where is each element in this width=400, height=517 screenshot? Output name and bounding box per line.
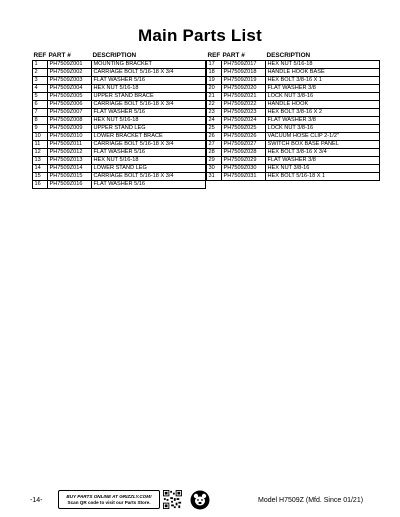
ref-header: REF (33, 52, 47, 59)
description-cell: FLAT WASHER 5/16 (92, 181, 206, 189)
part-number-cell: PH7509Z008 (48, 117, 92, 125)
description-cell: FLAT WASHER 3/8 (266, 157, 380, 165)
table-row (33, 117, 206, 125)
description-cell: HEX NUT 5/16-18 (92, 157, 206, 165)
description-cell: LOWER STAND LEG (92, 165, 206, 173)
description-cell: HEX BOLT 3/8-16 X 3/4 (266, 149, 380, 157)
ref-cell: 27 (207, 141, 222, 149)
table-row (207, 93, 380, 101)
part-number-cell: PH7509Z024 (222, 117, 266, 125)
ref-cell: 19 (207, 77, 222, 85)
table-row (207, 109, 380, 117)
part-number-cell: PH7509Z006 (48, 101, 92, 109)
description-header: DESCRIPTION (266, 52, 311, 59)
part-number-cell: PH7509Z023 (222, 109, 266, 117)
page-footer (0, 488, 400, 510)
table-row (207, 125, 380, 133)
description-cell: HEX NUT 5/16-18 (92, 85, 206, 93)
part-number-cell: PH7509Z029 (222, 157, 266, 165)
ref-cell: 25 (207, 125, 222, 133)
description-cell: CARRIAGE BOLT 5/16-18 X 3/4 (92, 173, 206, 181)
table-row (33, 181, 206, 189)
promo-subline: Scan QR code to visit our Parts Store. (67, 500, 151, 505)
ref-cell: 4 (33, 85, 48, 93)
ref-cell: 9 (33, 125, 48, 133)
description-cell: FLAT WASHER 5/16 (92, 149, 206, 157)
table-row (207, 173, 380, 181)
part-number-cell: PH7509Z007 (48, 109, 92, 117)
description-cell: UPPER STAND LEG (92, 125, 206, 133)
part-number-cell: PH7509Z018 (222, 69, 266, 77)
description-cell: VACUUM HOSE CLIP 2-1/2" (266, 133, 380, 141)
ref-header: REF (207, 52, 221, 59)
ref-cell: 11 (33, 141, 48, 149)
description-cell: UPPER STAND BRACE (92, 93, 206, 101)
part-number-cell: PH7509Z001 (48, 61, 92, 69)
table-row (207, 85, 380, 93)
table-row (33, 173, 206, 181)
table-row (33, 157, 206, 165)
table-row (207, 157, 380, 165)
ref-cell: 22 (207, 101, 222, 109)
description-cell: HANDLE HOOK BASE (266, 69, 380, 77)
table-header-row (207, 52, 380, 61)
part-number-cell: PH7509Z010 (48, 133, 92, 141)
ref-cell: 5 (33, 93, 48, 101)
part-number-header: PART # (222, 52, 245, 59)
table-row (33, 125, 206, 133)
table-header-row (33, 52, 206, 61)
ref-cell: 10 (33, 133, 48, 141)
ref-cell: 7 (33, 109, 48, 117)
part-number-cell: PH7509Z020 (222, 85, 266, 93)
description-cell: HEX NUT 5/16-18 (266, 61, 380, 69)
description-cell: FLAT WASHER 3/8 (266, 117, 380, 125)
page-title: Main Parts List (138, 26, 262, 45)
page-number: -14- (30, 497, 43, 504)
qr-code-icon[interactable] (163, 490, 182, 509)
description-cell: FLAT WASHER 5/16 (92, 77, 206, 85)
table-row (207, 117, 380, 125)
parts-store-promo-box[interactable] (58, 490, 160, 509)
part-number-cell: PH7509Z021 (222, 93, 266, 101)
table-row (207, 133, 380, 141)
description-cell: HEX NUT 3/8-16 (266, 165, 380, 173)
ref-cell: 20 (207, 85, 222, 93)
part-number-cell: PH7509Z014 (48, 165, 92, 173)
ref-cell: 16 (33, 181, 48, 189)
ref-cell: 17 (207, 61, 222, 69)
part-number-cell: PH7509Z017 (222, 61, 266, 69)
part-number-cell: PH7509Z025 (222, 125, 266, 133)
table-row (207, 69, 380, 77)
description-header: DESCRIPTION (92, 52, 137, 59)
part-number-cell: PH7509Z003 (48, 77, 92, 85)
parts-table-right (206, 52, 380, 181)
part-number-header: PART # (48, 52, 71, 59)
description-cell: HEX BOLT 3/8-16 X 2 (266, 109, 380, 117)
ref-cell: 26 (207, 133, 222, 141)
ref-cell: 24 (207, 117, 222, 125)
part-number-cell: PH7509Z027 (222, 141, 266, 149)
ref-cell: 31 (207, 173, 222, 181)
ref-cell: 2 (33, 69, 48, 77)
table-row (33, 69, 206, 77)
model-label: Model H7509Z (Mfd. Since 01/21) (258, 497, 364, 504)
part-number-cell: PH7509Z030 (222, 165, 266, 173)
ref-cell: 15 (33, 173, 48, 181)
table-row (33, 141, 206, 149)
part-number-cell: PH7509Z016 (48, 181, 92, 189)
part-number-cell: PH7509Z002 (48, 69, 92, 77)
table-row (207, 101, 380, 109)
ref-cell: 3 (33, 77, 48, 85)
ref-cell: 14 (33, 165, 48, 173)
part-number-cell: PH7509Z028 (222, 149, 266, 157)
part-number-cell: PH7509Z011 (48, 141, 92, 149)
parts-table-left (32, 52, 206, 189)
table-row (207, 77, 380, 85)
description-cell: HEX BOLT 3/8-16 X 1 (266, 77, 380, 85)
ref-cell: 13 (33, 157, 48, 165)
promo-headline: BUY PARTS ONLINE AT GRIZZLY.COM! (66, 494, 152, 499)
part-number-cell: PH7509Z013 (48, 157, 92, 165)
ref-cell: 18 (207, 69, 222, 77)
description-cell: CARRIAGE BOLT 5/16-18 X 3/4 (92, 101, 206, 109)
part-number-cell: PH7509Z009 (48, 125, 92, 133)
description-cell: FLAT WASHER 3/8 (266, 85, 380, 93)
description-cell: MOUNTING BRACKET (92, 61, 206, 69)
description-cell: LOCK NUT 3/8-16 (266, 93, 380, 101)
table-row (33, 165, 206, 173)
table-row (33, 61, 206, 69)
table-row (33, 77, 206, 85)
description-cell: LOWER BRACKET BRACE (92, 133, 206, 141)
ref-cell: 12 (33, 149, 48, 157)
part-number-cell: PH7509Z012 (48, 149, 92, 157)
description-cell: LOCK NUT 3/8-16 (266, 125, 380, 133)
table-row (207, 165, 380, 173)
description-cell: CARRIAGE BOLT 5/16-18 X 3/4 (92, 141, 206, 149)
ref-cell: 8 (33, 117, 48, 125)
part-number-cell: PH7509Z022 (222, 101, 266, 109)
table-row (33, 133, 206, 141)
grizzly-bear-logo-icon (190, 490, 210, 510)
ref-cell: 29 (207, 157, 222, 165)
table-row (33, 149, 206, 157)
part-number-cell: PH7509Z019 (222, 77, 266, 85)
ref-cell: 21 (207, 93, 222, 101)
ref-cell: 1 (33, 61, 48, 69)
description-cell: HEX BOLT 5/16-18 X 1 (266, 173, 380, 181)
part-number-cell: PH7509Z015 (48, 173, 92, 181)
ref-cell: 30 (207, 165, 222, 173)
ref-cell: 23 (207, 109, 222, 117)
table-row (33, 93, 206, 101)
ref-cell: 6 (33, 101, 48, 109)
table-row (33, 109, 206, 117)
description-cell: FLAT WASHER 5/16 (92, 109, 206, 117)
table-row (207, 141, 380, 149)
part-number-cell: PH7509Z026 (222, 133, 266, 141)
description-cell: CARRIAGE BOLT 5/16-18 X 3/4 (92, 69, 206, 77)
part-number-cell: PH7509Z005 (48, 93, 92, 101)
table-row (207, 61, 380, 69)
description-cell: HEX NUT 5/16-18 (92, 117, 206, 125)
description-cell: HANDLE HOOK (266, 101, 380, 109)
part-number-cell: PH7509Z004 (48, 85, 92, 93)
part-number-cell: PH7509Z031 (222, 173, 266, 181)
table-row (207, 149, 380, 157)
ref-cell: 28 (207, 149, 222, 157)
description-cell: SWITCH BOX BASE PANEL (266, 141, 380, 149)
table-row (33, 101, 206, 109)
table-row (33, 85, 206, 93)
